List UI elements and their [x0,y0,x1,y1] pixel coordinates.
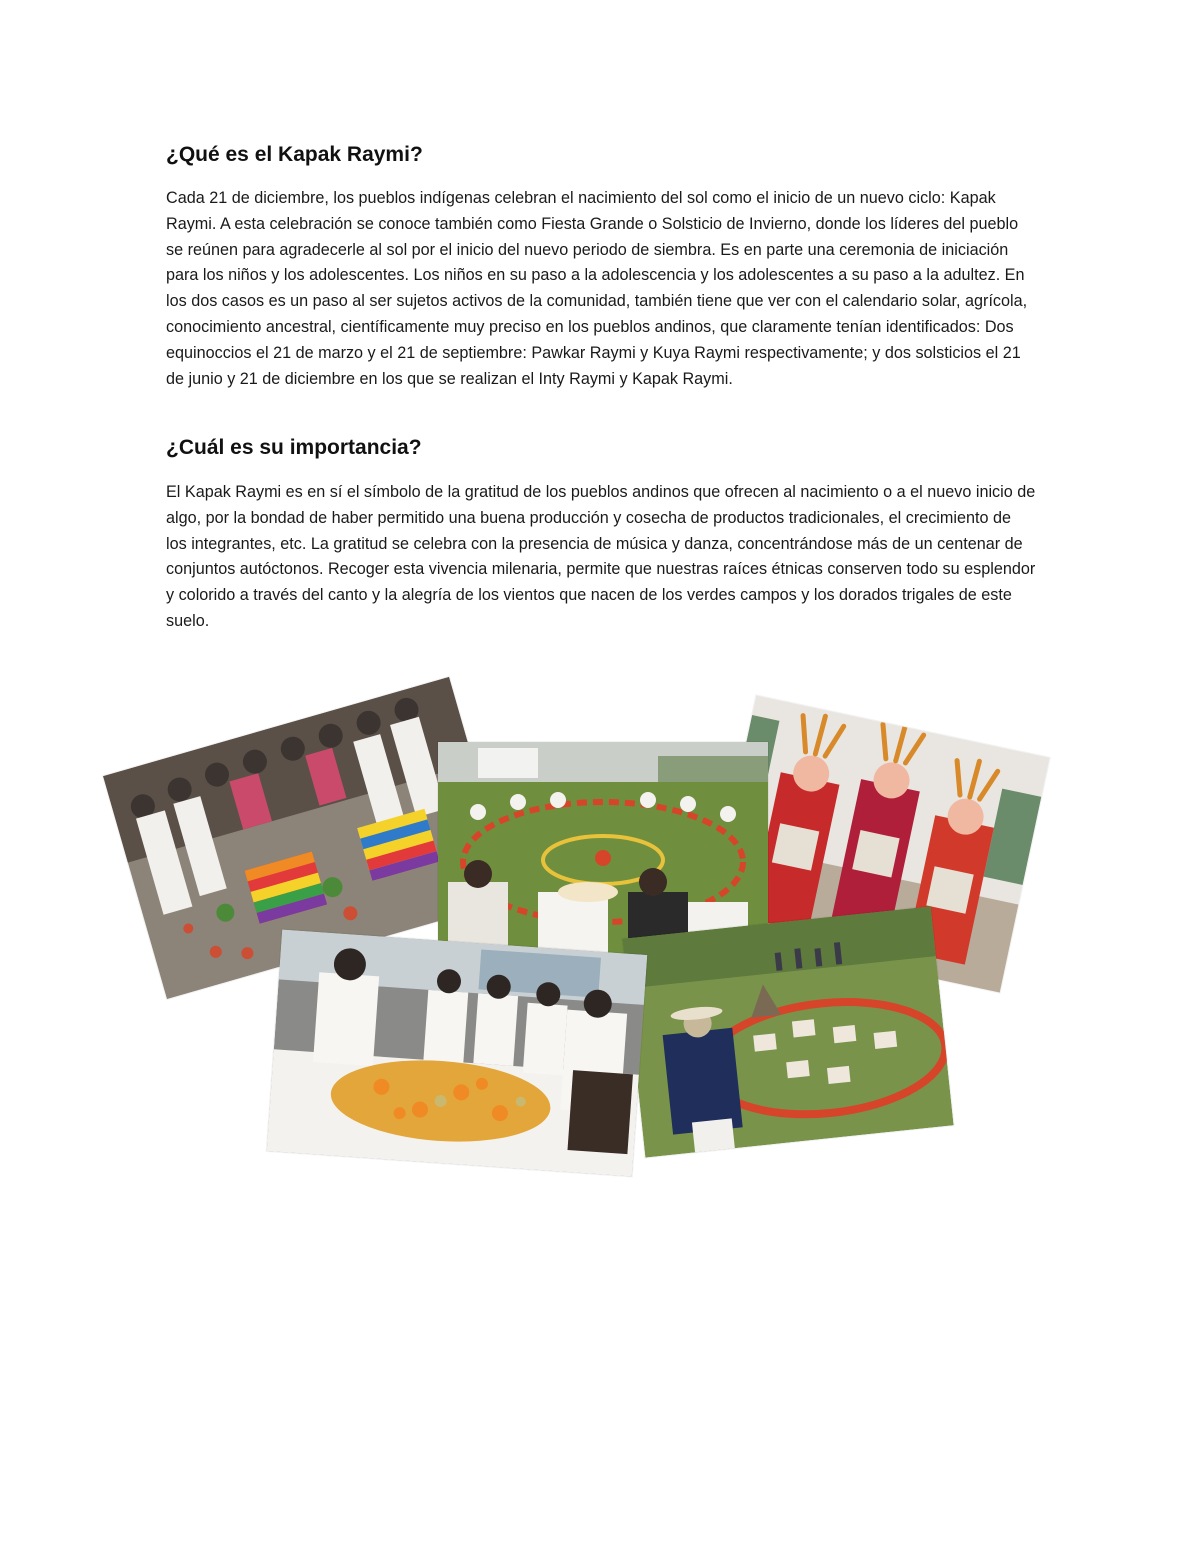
section-paragraph-what-is: Cada 21 de diciembre, los pueblos indígenas celebran el nacimiento del sol como el inicio de un nuevo ciclo: Kapak Raymi. A esta celebración se conoce también como Fiesta Grande o Solsticio de Invierno, donde los líderes del pueblo se reúnen para agradecerle al sol por el inicio del nuevo periodo de siembra. Es en parte una ceremonia de iniciación para los niños y los adolescentes. Los niños en su paso a la adolescencia y los adolescentes a su paso a la adultez. En los dos casos es un paso al ser sujetos activos de la comunidad, también tiene que ver con el calendario solar, agrícola, conocimiento ancestral, científicamente muy preciso en los pueblos andinos, que claramente tenían identificados: Dos equinoccios el 21 de marzo y el 21 de septiembre: Pawkar Raymi y Kuya Raymi respectivamente; y dos solsticios el 21 de junio y 21 de diciembre en los que se realizan el Inty Raymi y Kapak Raymi. [166,189,1028,388]
section-paragraph-importance: El Kapak Raymi es en sí el símbolo de la gratitud de los pueblos andinos que ofrecen al nacimiento o a el nuevo inicio de algo, por la bondad de haber permitido una buena producción y cosecha de productos tradicionales, el crecimiento de los integrantes, etc. La gratitud se celebra con la presencia de música y danza, concentrándose más de un centenar de conjuntos autóctonos. Recoger esta vivencia milenaria, permite que nuestras raíces étnicas conserven todo su esplendor y colorido a través del canto y la alegría de los vientos que nacen de los verdes campos y los dorados trigales de este suelo. [166,483,1036,630]
section-heading-importance: ¿Cuál es su importancia? [166,436,422,459]
field-offering-photo [622,906,953,1157]
section-heading-what-is: ¿Qué es el Kapak Raymi? [166,143,423,166]
children-offering-photo [267,930,648,1177]
